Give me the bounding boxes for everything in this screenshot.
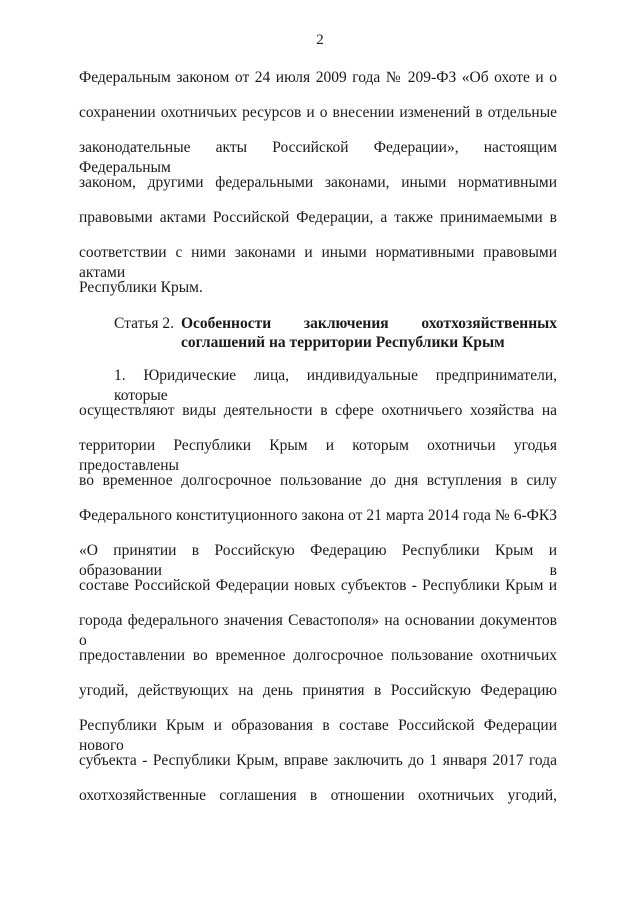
- paragraph-2-line-13: охотхозяйственные соглашения в отношении охотничьих угодий,: [79, 787, 557, 804]
- article-title-line-2: соглашений на территории Республики Крым: [181, 334, 505, 351]
- paragraph-2-line-1: 1. Юридические лица, индивидуальные предприниматели, которые: [114, 367, 557, 404]
- paragraph-1-line-6: соответствии с ними законами и иными нормативными правовыми актами: [79, 244, 557, 281]
- article-label: Статья 2.: [114, 315, 175, 332]
- paragraph-2-line-4: во временное долгосрочное пользование до дня вступления в силу: [79, 472, 557, 489]
- paragraph-1-line-1: Федеральным законом от 24 июля 2009 года № 209-ФЗ «Об охоте и о: [79, 69, 557, 86]
- paragraph-2-line-5: Федерального конституционного закона от 21 марта 2014 года № 6-ФКЗ: [79, 507, 557, 524]
- paragraph-1-line-3: законодательные акты Российской Федерации», настоящим Федеральным: [79, 139, 557, 176]
- paragraph-1-line-7: Республики Крым.: [79, 279, 203, 296]
- article-title-line-1: Особенности заключения охотхозяйственных: [181, 315, 557, 332]
- paragraph-2-line-10: угодий, действующих на день принятия в Российскую Федерацию: [79, 682, 557, 699]
- page-number: 2: [316, 32, 324, 48]
- paragraph-1-line-2: сохранении охотничьих ресурсов и о внесении изменений в отдельные: [79, 104, 557, 121]
- paragraph-2-line-6: «О принятии в Российскую Федерацию Республики Крым и образовании в: [79, 542, 557, 579]
- paragraph-2-line-9: предоставлении во временное долгосрочное пользование охотничьих: [79, 647, 557, 664]
- paragraph-2-line-12: субъекта - Республики Крым, вправе заключить до 1 января 2017 года: [79, 752, 557, 769]
- paragraph-2-line-3: территории Республики Крым и которым охотничьи угодья предоставлены: [79, 437, 557, 474]
- paragraph-1-line-5: правовыми актами Российской Федерации, а также принимаемыми в: [79, 209, 557, 226]
- paragraph-1-line-4: законом, другими федеральными законами, иными нормативными: [79, 174, 557, 191]
- paragraph-2-line-8: города федерального значения Севастополя» на основании документов о: [79, 612, 557, 649]
- paragraph-2-line-2: осуществляют виды деятельности в сфере охотничьего хозяйства на: [79, 402, 557, 419]
- paragraph-2-line-7: составе Российской Федерации новых субъектов - Республики Крым и: [79, 577, 557, 594]
- paragraph-2-line-11: Республики Крым и образования в составе Российской Федерации нового: [79, 717, 557, 754]
